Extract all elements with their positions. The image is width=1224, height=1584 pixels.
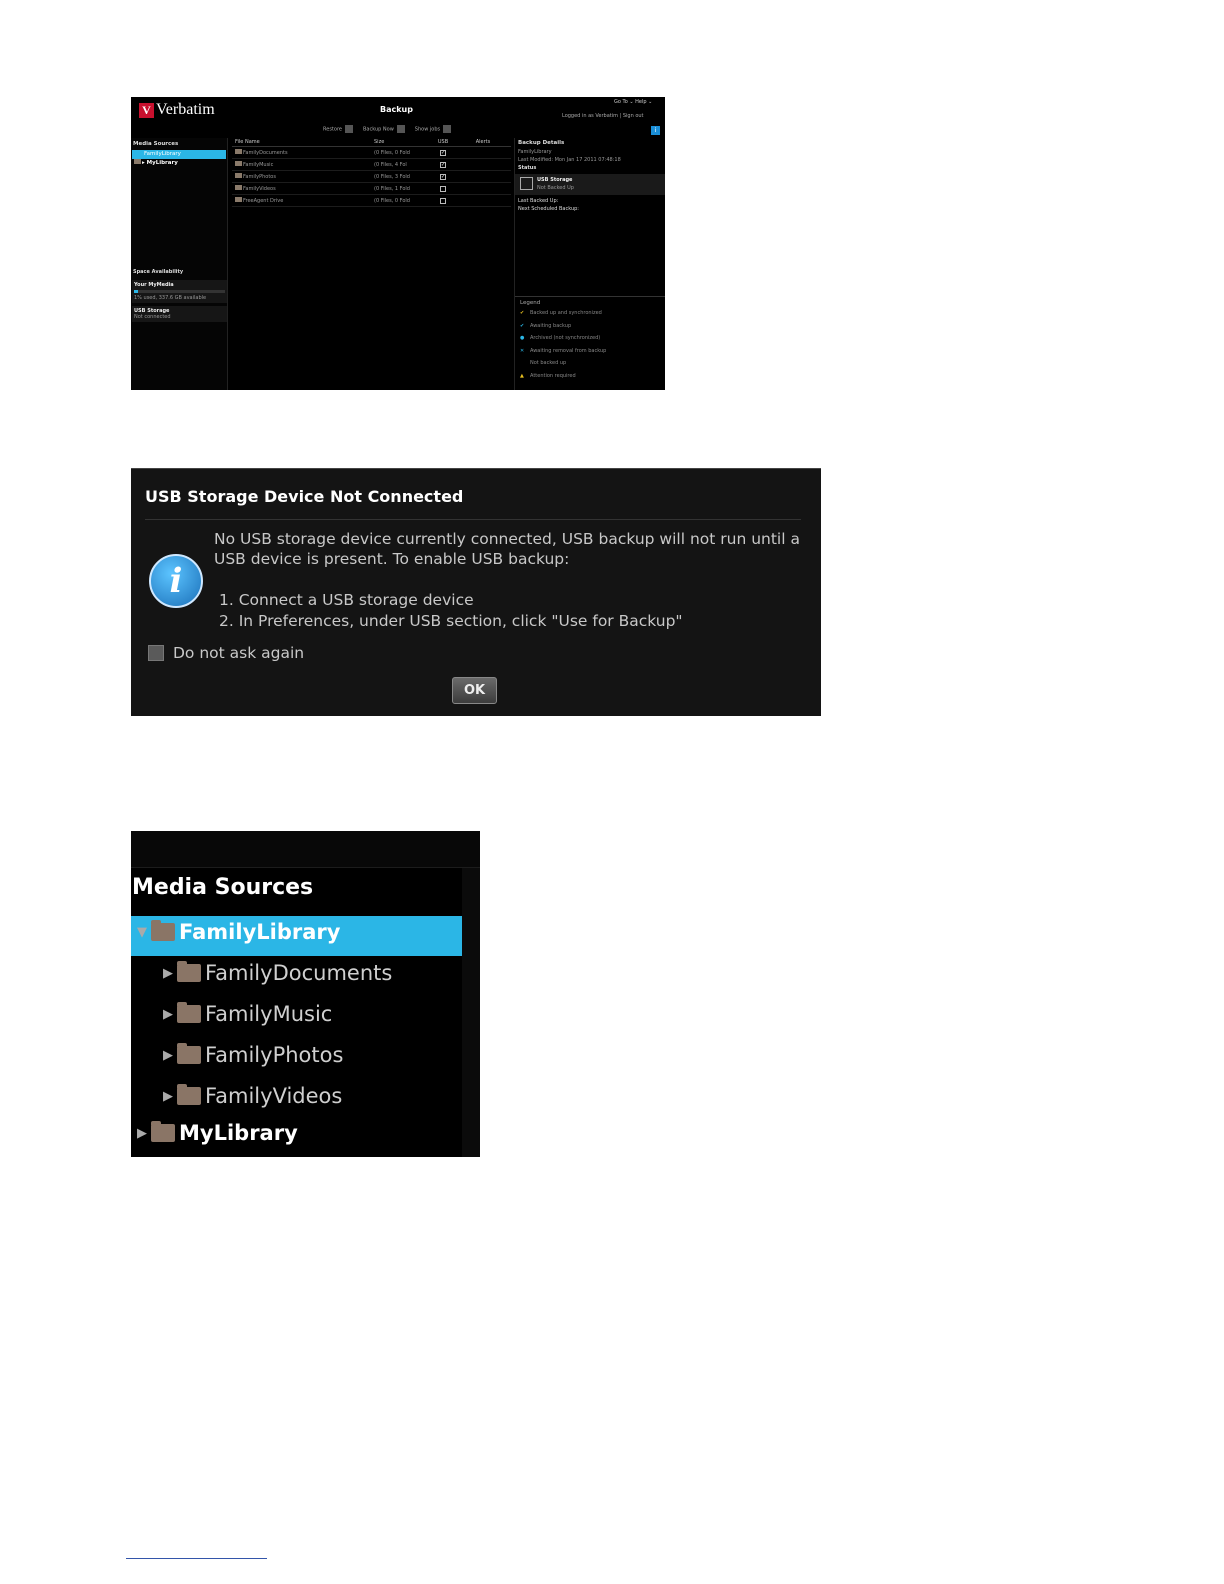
usage-bar — [134, 290, 225, 293]
usb-cell — [428, 171, 458, 182]
file-table — [232, 138, 511, 390]
divider — [145, 519, 801, 520]
folder-icon — [177, 964, 201, 982]
backup-now-label: Backup Now — [362, 126, 394, 133]
usage-bar-fill — [134, 290, 138, 293]
usb-cell — [428, 195, 458, 206]
space-mymedia — [132, 280, 227, 303]
legend — [515, 296, 665, 383]
legend-icon: ● — [520, 335, 525, 342]
size-cell: (0 Files, 0 Fold — [374, 150, 410, 156]
tree-item-mylibrary[interactable] — [131, 159, 227, 168]
legend-icon: ✕ — [520, 347, 525, 354]
ok-button[interactable]: OK — [452, 677, 497, 704]
folder-icon — [177, 1046, 201, 1064]
alerts-cell — [458, 171, 508, 182]
table-row[interactable] — [232, 171, 511, 183]
file-name-cell — [232, 159, 374, 170]
user-bar[interactable]: Logged in as Verbatim | Sign out — [562, 113, 644, 119]
chevron-right-icon[interactable]: ▶ — [163, 1047, 173, 1063]
col-usb[interactable]: USB — [437, 139, 449, 145]
folder-icon — [235, 197, 242, 202]
legend-item — [515, 320, 665, 333]
tree-node-label: FamilyDocuments — [205, 961, 393, 985]
tree-node-label: MyLibrary — [179, 1121, 298, 1145]
col-size[interactable]: Size — [374, 139, 385, 145]
file-name-cell — [232, 195, 374, 206]
space-detail: 1% used, 337.6 GB available — [134, 295, 207, 301]
legend-list — [515, 307, 665, 383]
usb-checkbox[interactable] — [440, 198, 446, 204]
do-not-ask-checkbox[interactable] — [148, 644, 304, 662]
usb-cell — [428, 147, 458, 158]
tree-node-familymusic[interactable] — [163, 1002, 332, 1026]
space-name: USB Storage — [134, 308, 170, 314]
tree-node-label: FamilyPhotos — [205, 1043, 344, 1067]
col-file-name[interactable]: File Name — [235, 139, 260, 145]
page-title: Backup — [380, 105, 413, 114]
details-status: Status — [518, 165, 537, 171]
alerts-cell — [458, 195, 508, 206]
backup-details-panel — [514, 138, 665, 390]
dialog-message: No USB storage device currently connected, USB backup will not run until a USB device is present. To enable USB backup: — [214, 530, 800, 568]
legend-label: Backed up and synchronized — [530, 310, 602, 316]
usb-cell — [428, 159, 458, 170]
file-name-cell — [232, 171, 374, 182]
step-item: 1. Connect a USB storage device — [219, 591, 474, 609]
usb-status-row — [515, 174, 665, 195]
chevron-right-icon[interactable]: ▶ — [137, 1125, 147, 1141]
usb-status: Not Backed Up — [537, 185, 574, 191]
tree-node-familydocuments[interactable] — [163, 961, 392, 985]
table-row[interactable] — [232, 183, 511, 195]
legend-label: Awaiting backup — [530, 322, 572, 329]
chevron-right-icon[interactable]: ▶ — [163, 965, 173, 981]
legend-icon: ✔ — [520, 322, 525, 329]
media-sources-header: Media Sources — [133, 141, 179, 147]
folder-icon — [151, 1124, 175, 1142]
do-not-ask-label: Do not ask again — [173, 644, 305, 662]
table-row[interactable] — [232, 159, 511, 171]
legend-label: Archived (not synchronized) — [530, 335, 601, 342]
file-name-cell — [232, 183, 374, 194]
next-backup: Next Scheduled Backup: — [518, 206, 579, 212]
folder-icon — [177, 1087, 201, 1105]
legend-item — [515, 357, 665, 370]
table-row[interactable] — [232, 195, 511, 207]
checkbox[interactable] — [148, 645, 164, 661]
show-jobs-icon — [443, 125, 451, 133]
file-name: FamilyVideos — [243, 186, 276, 192]
chevron-right-icon[interactable]: ▶ — [163, 1006, 173, 1022]
alerts-cell — [458, 183, 508, 194]
tree-node-familyvideos[interactable] — [163, 1084, 342, 1108]
space-availability — [132, 267, 227, 322]
chevron-right-icon[interactable]: ▶ — [163, 1088, 173, 1104]
folder-icon — [235, 161, 242, 166]
folder-icon — [235, 149, 242, 154]
tree-node-familyphotos[interactable] — [163, 1043, 343, 1067]
file-name: FreeAgent Drive — [243, 198, 284, 204]
details-library: FamilyLibrary — [518, 149, 552, 155]
tree-node-familylibrary[interactable] — [137, 920, 340, 944]
backup-now-button[interactable] — [363, 125, 405, 133]
backup-screenshot — [131, 97, 665, 390]
toolbar — [323, 125, 451, 133]
tree-node-mylibrary[interactable] — [137, 1121, 298, 1145]
legend-item — [515, 370, 665, 383]
steps-list — [219, 590, 683, 632]
usb-cell — [428, 183, 458, 194]
folder-icon — [134, 159, 141, 164]
usb-device-icon — [520, 177, 533, 190]
legend-item — [515, 345, 665, 358]
goto-help-menu[interactable]: Go To ⌄ Help ⌄ — [614, 99, 653, 105]
media-sources-zoom — [131, 831, 480, 1157]
space-header: Space Availability — [133, 269, 184, 275]
legend-icon: ▲ — [520, 372, 524, 379]
table-row[interactable] — [232, 147, 511, 159]
logo-mark: V — [139, 103, 154, 118]
tree-node-label: FamilyMusic — [205, 1002, 333, 1026]
usb-dialog — [131, 468, 821, 716]
media-sources-header: Media Sources — [132, 875, 314, 900]
legend-label: Awaiting removal from backup — [530, 347, 607, 354]
table-body — [232, 147, 511, 207]
size-cell: (0 Files, 1 Fold — [374, 186, 410, 192]
file-name-cell — [232, 147, 374, 158]
tree-item-familylibrary[interactable]: FamilyLibrary — [132, 150, 226, 159]
details-header: Backup Details — [518, 140, 565, 146]
restore-label: Restore — [323, 126, 342, 133]
tree-node-label: FamilyVideos — [205, 1084, 343, 1108]
usb-name: USB Storage — [537, 177, 573, 183]
legend-label: Attention required — [530, 372, 576, 379]
last-backed-up: Last Backed Up: — [518, 198, 559, 204]
dialog-title: USB Storage Device Not Connected — [145, 487, 464, 506]
app-header — [131, 97, 665, 137]
chevron-down-icon[interactable]: ▼ — [137, 924, 147, 940]
folder-icon — [151, 923, 175, 941]
folder-icon — [235, 173, 242, 178]
file-name: FamilyMusic — [243, 162, 274, 168]
info-icon: i — [149, 554, 203, 608]
footnote-rule — [126, 1558, 267, 1559]
show-jobs-label: Show jobs — [414, 126, 441, 133]
legend-header: Legend — [520, 300, 541, 306]
table-header — [232, 138, 511, 147]
tree-node-label: FamilyLibrary — [179, 920, 341, 944]
tree-item-label: ▸ MyLibrary — [142, 160, 178, 166]
restore-icon — [345, 125, 353, 133]
brand-name: Verbatim — [156, 101, 215, 118]
file-name: FamilyDocuments — [243, 150, 288, 156]
details-modified: Last Modified: Mon Jan 17 2011 07:48:18 — [518, 157, 621, 163]
restore-button[interactable] — [323, 125, 353, 133]
size-cell: (0 Files, 3 Fold — [374, 174, 410, 180]
col-alerts[interactable]: Alerts — [475, 139, 491, 145]
verbatim-logo — [139, 101, 215, 119]
top-bar — [131, 831, 480, 868]
file-name: FamilyPhotos — [243, 174, 276, 180]
size-cell: (0 Files, 4 Fol — [374, 162, 407, 168]
space-detail: Not connected — [134, 314, 171, 320]
size-cell: (0 Files, 0 Fold — [374, 198, 410, 204]
show-jobs-button[interactable] — [415, 125, 451, 133]
alerts-cell — [458, 159, 508, 170]
step-item: 2. In Preferences, under USB section, click "Use for Backup" — [219, 612, 683, 630]
space-name: Your MyMedia — [134, 282, 174, 288]
legend-item — [515, 307, 665, 320]
media-sources-panel — [131, 138, 228, 390]
alerts-cell — [458, 147, 508, 158]
legend-icon: ✔ — [520, 310, 525, 316]
backup-now-icon — [397, 125, 405, 133]
legend-item — [515, 332, 665, 345]
usb-checkbox[interactable] — [440, 186, 446, 192]
legend-label: Not backed up — [530, 360, 567, 367]
usb-checkbox[interactable]: ✓ — [441, 161, 446, 168]
folder-icon — [177, 1005, 201, 1023]
info-icon[interactable]: i — [651, 126, 660, 135]
panel-edge — [462, 868, 480, 1157]
usb-checkbox[interactable]: ✓ — [441, 173, 446, 180]
folder-icon — [235, 185, 242, 190]
usb-checkbox[interactable]: ✓ — [441, 149, 446, 156]
space-usb — [132, 306, 227, 322]
